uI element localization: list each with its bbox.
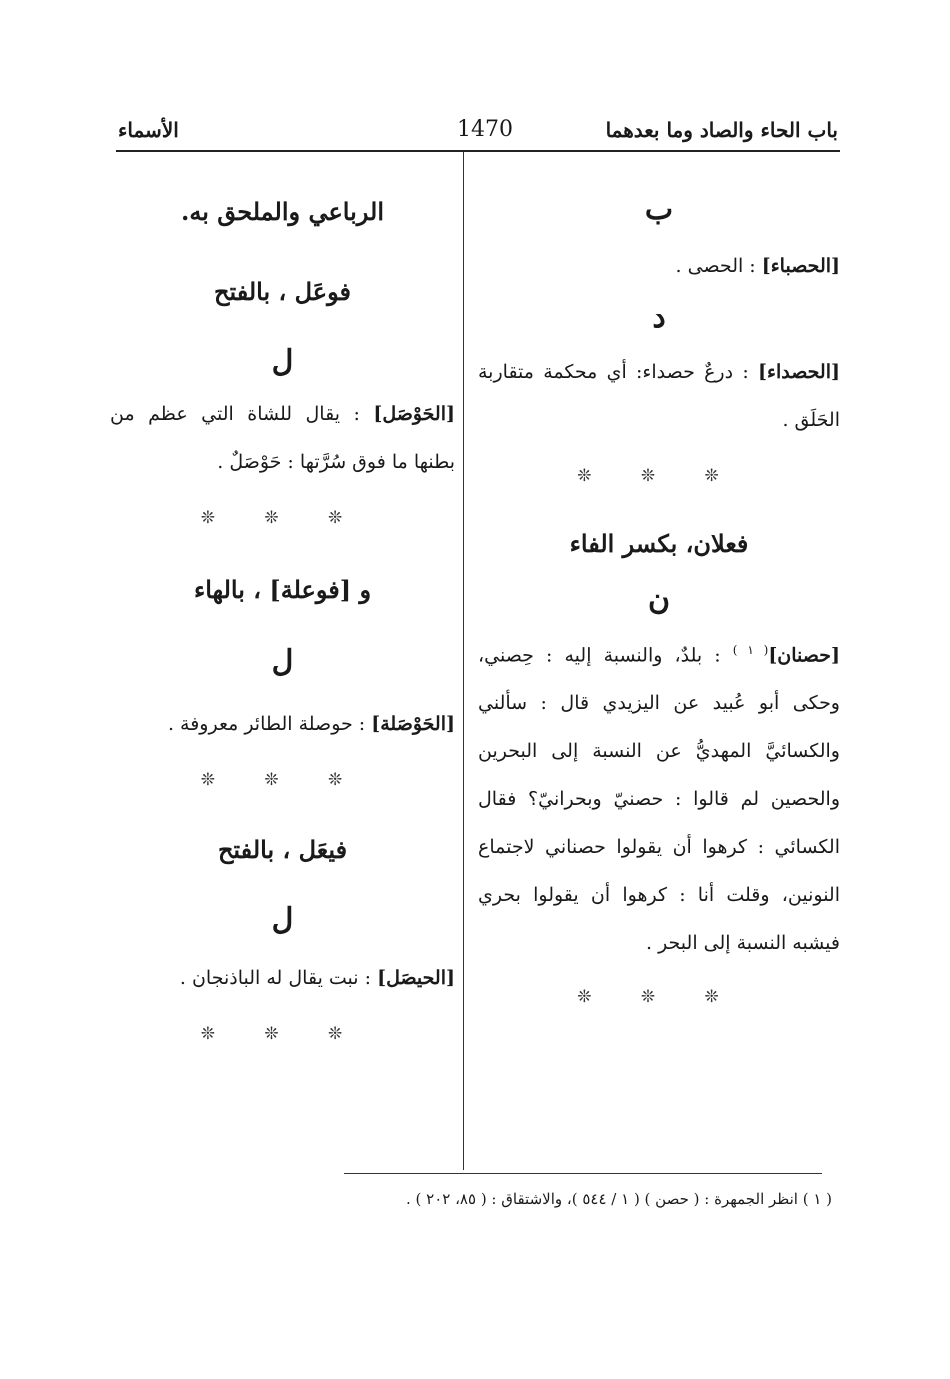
page-number: 1470 <box>457 117 513 142</box>
left-column <box>110 190 455 1044</box>
entry-headword: [الحيصَل] <box>377 967 455 989</box>
dictionary-entry-haysal <box>110 954 455 1002</box>
section-separator: ❊ ❊ ❊ <box>200 1024 365 1044</box>
section-separator: ❊ ❊ ❊ <box>200 508 365 528</box>
header-chapter-title: باب الحاء والصاد وما بعدهما <box>605 118 838 142</box>
column-divider <box>463 152 464 1170</box>
entry-headword: [الحَوْصَلة] <box>371 713 455 735</box>
dictionary-entry-hasda <box>478 348 840 444</box>
dictionary-entry-hawsal <box>110 390 455 486</box>
section-heading-filan: فعلان، بكسر الفاء <box>569 529 749 558</box>
entry-definition: : الحصى . <box>675 255 756 277</box>
section-heading-rubai: الرباعي والملحق به. <box>180 197 385 226</box>
letter-heading-l: ل <box>271 644 294 679</box>
entry-headword: [الحصداء] <box>758 361 840 383</box>
section-separator: ❊ ❊ ❊ <box>577 987 741 1008</box>
section-separator: ❊ ❊ ❊ <box>577 466 741 486</box>
section-heading-fawal: فوعَل ، بالفتح <box>213 277 351 306</box>
dictionary-entry-hisnan <box>478 626 840 967</box>
right-column <box>478 190 840 1007</box>
footnote-rule <box>344 1173 822 1174</box>
header-rule <box>116 150 840 152</box>
dictionary-entry-hawsala <box>110 700 455 748</box>
entry-definition: : بلدٌ، والنسبة إليه : حِصني، وحكى أبو عُبيد عن اليزيدي قال : سألني والكسائيَّ المهديُّ عن النسبة إلى البحرين والحصين لم قالوا : حصنيّ وبحرانيّ؟ فقال الكسائي : كرهوا أن يقولوا حصناني لاجتماع النونين، وقلت أنا : كرهوا أن يقولوا بحري فيشبه النسبة إلى البحر . <box>478 644 840 955</box>
section-heading-fawala: و [فوعلة] ، بالهاء <box>193 575 372 604</box>
section-heading-fayal: فيعَل ، بالفتح <box>217 835 348 864</box>
footnote-marker: ( ١ ) <box>732 643 769 657</box>
entry-headword: [حصنان] <box>768 644 840 667</box>
letter-heading-n: ن <box>647 582 671 617</box>
entry-definition: : درعٌ حصداء: أي محكمة متقاربة الحَلَق . <box>478 361 840 431</box>
letter-heading-b: ب <box>644 192 674 227</box>
entry-definition: : حوصلة الطائر معروفة . <box>167 713 366 735</box>
entry-definition: : يقال للشاة التي عظم من بطنها ما فوق سُرَّتها : حَوْصَلٌ . <box>110 403 455 473</box>
footnote: ( ١ ) انظر الجمهرة : ( حصن ) ( ١ / ٥٤٤ )، والاشتقاق : ( ٨٥، ٢٠٢ ) . <box>405 1190 832 1208</box>
entry-headword: [الحَوْصَل] <box>373 403 455 425</box>
letter-heading-l: ل <box>271 344 294 379</box>
section-separator: ❊ ❊ ❊ <box>200 770 365 790</box>
header-section-title: الأسماء <box>118 118 179 142</box>
dictionary-entry-hasba <box>478 242 840 290</box>
entry-headword: [الحصباء] <box>761 255 840 277</box>
entry-definition: : نبت يقال له الباذنجان . <box>179 967 372 989</box>
letter-heading-l: ل <box>271 902 294 937</box>
letter-heading-d: د <box>652 300 666 335</box>
